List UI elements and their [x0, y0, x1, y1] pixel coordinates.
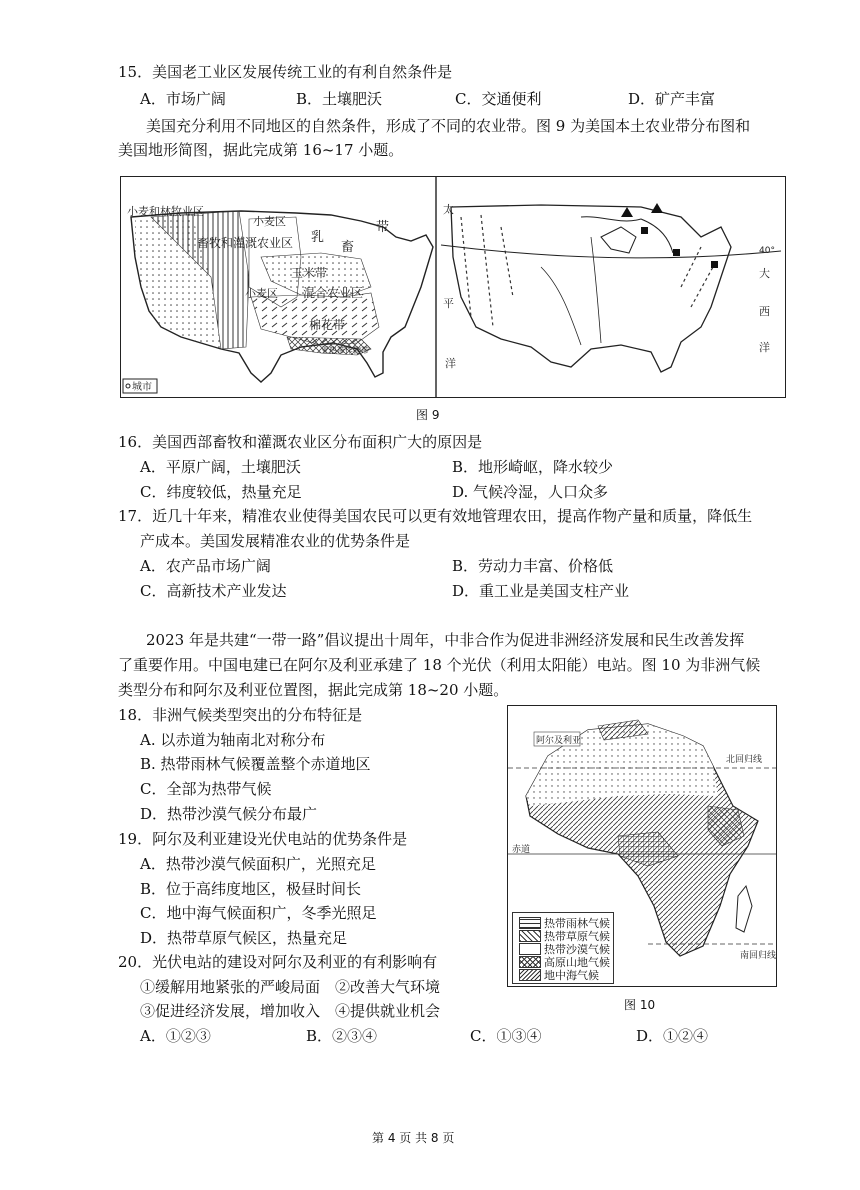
q16-option-a: A．平原广阔，土壤肥沃	[140, 458, 301, 476]
figure-10	[507, 705, 777, 987]
q19-option-a: A．热带沙漠气候面积广，光照充足	[140, 855, 376, 873]
q15-stem: 15．美国老工业区发展传统工业的有利自然条件是	[118, 63, 453, 81]
intro1-line1: 美国充分利用不同地区的自然条件，形成了不同的农业带。图 9 为美国本土农业带分布图和	[146, 117, 751, 135]
q20-option-d: D．①②④	[636, 1027, 709, 1045]
us-agriculture-map	[123, 177, 436, 397]
label-corn: 玉米带	[291, 266, 328, 280]
figure-10-caption: 图 10	[624, 998, 656, 1012]
q18-option-c: C．全部为热带气候	[140, 780, 272, 798]
q19-option-c: C．地中海气候面积广，冬季光照足	[140, 904, 377, 922]
label-atlantic-2: 西	[759, 305, 770, 318]
q17-option-a: A．农产品市场广阔	[140, 557, 271, 575]
label-grazing-irrigation: 畜牧和灌溉农业区	[197, 236, 294, 250]
label-pacific-1: 太	[443, 203, 454, 216]
label-wheat-south: 小麦区	[245, 287, 278, 300]
q20-option-b: B．②③④	[306, 1027, 378, 1045]
figure-9-maps	[121, 177, 785, 397]
label-mixed: 混合农业区	[303, 286, 364, 300]
q18-option-d: D．热带沙漠气候分布最广	[140, 805, 318, 823]
label-pacific-3: 洋	[445, 357, 456, 370]
legend-savanna: 热带草原气候	[519, 928, 610, 944]
intro1-line2: 美国地形简图，据此完成第 16~17 小题。	[118, 141, 404, 159]
label-equator: 赤道	[512, 845, 531, 855]
legend-rainforest: 热带雨林气候	[519, 915, 610, 931]
q20-statements-2: ③促进经济发展，增加收入 ④提供就业机会	[140, 1002, 441, 1020]
q20-option-c: C．①③④	[470, 1027, 542, 1045]
label-tropic-capricorn: 南回归线	[740, 951, 776, 961]
label-algeria: 阿尔及利亚	[536, 736, 582, 746]
q16-option-d: D. 气候冷湿，人口众多	[452, 483, 609, 501]
label-dairy-2: 畜	[341, 240, 355, 255]
label-pacific-2: 平	[443, 297, 454, 310]
legend-desert: 热带沙漠气候	[519, 941, 610, 957]
legend-city: 城市	[132, 382, 152, 393]
label-lat-40: 40°	[759, 246, 775, 256]
label-atlantic-3: 洋	[759, 341, 770, 354]
intro2-line2: 了重要作用。中国电建已在阿尔及利亚承建了 18 个光伏（利用太阳能）电站。图 10 为非洲气候	[118, 656, 761, 674]
q17-stem-1: 17．近几十年来，精准农业使得美国农民可以更有效地管理农田，提高作物产量和质量，降低生	[118, 507, 753, 525]
intro2-line3: 类型分布和阿尔及利亚位置图，据此完成第 18~20 小题。	[118, 681, 509, 699]
q15-option-d: D．矿产丰富	[628, 90, 716, 108]
q18-stem: 18．非洲气候类型突出的分布特征是	[118, 706, 363, 724]
q16-option-c: C．纬度较低，热量充足	[140, 483, 302, 501]
q17-option-b: B．劳动力丰富、价格低	[452, 557, 614, 575]
q16-option-b: B．地形崎岖，降水较少	[452, 458, 614, 476]
q17-option-c: C．高新技术产业发达	[140, 582, 287, 600]
legend-highland: 高原山地气候	[519, 954, 610, 970]
q17-stem-2: 产成本。美国发展精准农业的优势条件是	[140, 532, 411, 550]
label-subtropical: 亚热带作物带	[321, 346, 369, 355]
page-footer: 第 4 页 共 8 页	[372, 1131, 455, 1145]
q15-option-b: B．土壤肥沃	[296, 90, 383, 108]
legend-mediterranean: 地中海气候	[519, 967, 599, 983]
q19-option-d: D．热带草原气候区，热量充足	[140, 929, 348, 947]
figure-9	[120, 176, 786, 398]
q19-stem: 19．阿尔及利亚建设光伏电站的优势条件是	[118, 830, 408, 848]
label-dairy-1: 乳	[311, 230, 325, 245]
q17-option-d: D．重工业是美国支柱产业	[452, 582, 630, 600]
label-cotton: 棉花带	[309, 318, 346, 332]
us-terrain-map	[441, 202, 781, 372]
label-dairy-3: 带	[376, 220, 390, 235]
q19-option-b: B．位于高纬度地区，极昼时间长	[140, 880, 362, 898]
intro2-line1: 2023 年是共建“一带一路”倡议提出十周年，中非合作为促进非洲经济发展和民生改善发挥	[146, 631, 745, 649]
label-atlantic-1: 大	[759, 267, 770, 280]
q20-statements-1: ①缓解用地紧张的严峻局面 ②改善大气环境	[140, 978, 441, 996]
q15-option-a: A．市场广阔	[140, 90, 226, 108]
label-wheat-pasture: 小麦和林牧业区	[127, 205, 204, 218]
q20-stem: 20．光伏电站的建设对阿尔及利亚的有利影响有	[118, 953, 438, 971]
figure-9-caption: 图 9	[416, 408, 440, 422]
q20-option-a: A．①②③	[140, 1027, 211, 1045]
q18-option-a: A. 以赤道为轴南北对称分布	[140, 731, 326, 749]
climate-legend	[512, 912, 614, 984]
q15-option-c: C．交通便利	[455, 90, 542, 108]
q16-stem: 16．美国西部畜牧和灌溉农业区分布面积广大的原因是	[118, 433, 483, 451]
label-tropic-cancer: 北回归线	[726, 755, 763, 765]
label-wheat-north: 小麦区	[253, 215, 286, 228]
q18-option-b: B. 热带雨林气候覆盖整个赤道地区	[140, 755, 371, 773]
